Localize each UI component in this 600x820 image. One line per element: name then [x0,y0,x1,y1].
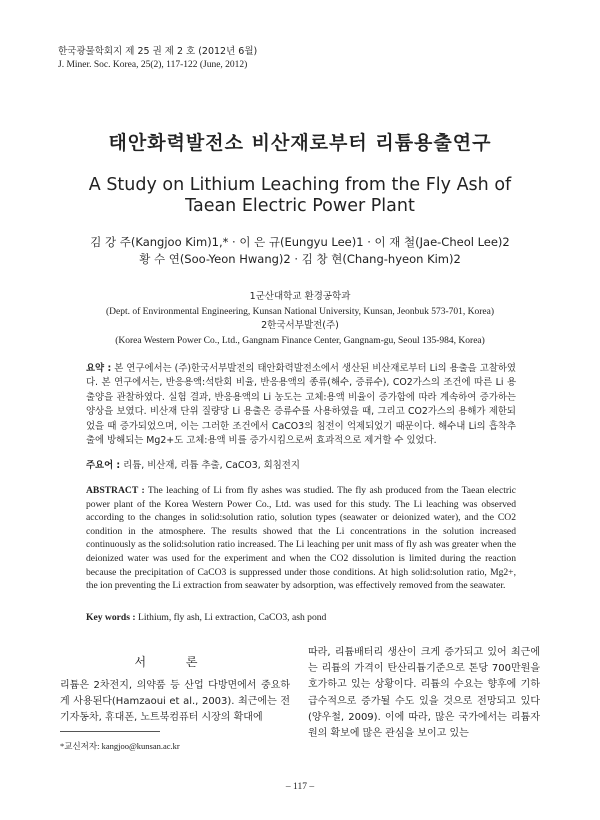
affiliation-1-english: (Dept. of Environmental Engineering, Kunsan National University, Kunsan, Jeonbuk 573-701, Korea) [105,306,494,317]
journal-korean-line: 한국광물학회지 제 25 권 제 2 호 (2012년 6월) [58,46,258,57]
column-right [308,645,540,742]
author-line2: 황 수 연(Soo-Yeon Hwang)2 · 김 창 현(Chang-hyeon Kim)2 [139,252,461,266]
affiliation-1-korean: 1군산대학교 환경공학과 [249,291,351,302]
keywords-english-text: Lithium, fly ash, Li extraction, CaCO3, ash pond [137,612,327,623]
keywords-korean-text: 리튬, 비산재, 리튬 추출, CaCO3, 회침전지 [123,460,300,471]
footnote-rule [60,731,160,732]
abstract-korean-label: 요약 : [86,363,112,374]
title-english-line1: A Study on Lithium Leaching from the Fly Ash of [88,175,512,195]
introduction-text-right: 따라, 리튬배터리 생산이 크게 증가되고 있어 최근에는 리튬의 가격이 탄산리튬기준으로 톤당 700만원을 호가하고 있는 상황이다. 리튬의 수요는 향후에 기하급수적으로 증가될 수도 있을 것으로 전망되고 있다(양우철, 2009). 이에 따라, 많은 국가에서는 리튬자원의 확보에 많은 관심을 보이고 있는 [308,647,540,740]
author-line1: 김 강 주(Kangjoo Kim)1,* · 이 은 규(Eungyu Lee)1 · 이 재 철(Jae-Cheol Lee)2 [90,235,510,249]
footnote-corresponding-author: *교신저자: kangjoo@kunsan.ac.kr [60,741,180,751]
introduction-text-left: 리튬은 2차전지, 의약품 등 산업 다방면에서 중요하게 사용된다(Hamzaoui et al., 2003). 최근에는 전기자동차, 휴대폰, 노트북컴퓨터 시장의 확대에 [60,680,290,724]
keywords-korean-label: 주요어 : [86,460,121,471]
keywords-english [86,612,516,623]
author-list [0,234,600,268]
title-english-line2: Taean Electric Power Plant [185,196,415,216]
abstract-korean [86,362,516,448]
title-english [0,175,600,217]
abstract-english-label: ABSTRACT : [86,485,145,496]
affiliation-2-korean: 2한국서부발전(주) [261,320,339,331]
abstract-english-text: The leaching of Li from fly ashes was studied. The fly ash produced from the Taean electric power plant of the Korea Western Power Co., Ltd. was used for this study. The Li leaching was observed according to the changes in solid:solution ratio, solution types (seawater or deionized water), and the CO2 condition in the atmosphere. The results showed that the Li concentrations in the solution increased continuously as the solid:solution ratio increased. The Li leaching per unit mass of fly ash was greater when the deionized water was used for the experiment and when the CO2 dissolution is limited during the reaction because the precipitation of CaCO3 is suppressed under those conditions. At high solid:solution ratio, Mg2+, the ion preventing the Li extraction from seawater by adsorption, was effectively removed from the seawater. [86,485,516,592]
abstract-english [86,484,516,593]
keywords-korean [86,457,516,471]
page-number: – 117 – [285,782,315,792]
journal-english-line: J. Miner. Soc. Korea, 25(2), 117-122 (June, 2012) [58,60,248,70]
affiliation-2-english: (Korea Western Power Co., Ltd., Gangnam Finance Center, Gangnam-gu, Seoul 135-984, Korea) [115,335,485,346]
affiliations [0,290,600,348]
column-left [60,653,290,727]
title-korean: 태안화력발전소 비산재로부터 리튬용출연구 [108,132,492,154]
section-heading-introduction: 서 론 [134,655,216,669]
keywords-english-label: Key words : [86,612,136,623]
abstract-korean-text: 본 연구에서는 (주)한국서부발전의 태안화력발전소에서 생산된 비산재로부터 Li의 용출을 고찰하였다. 본 연구에서는, 반응용액:석탄회 비율, 반응용액의 종류(해수, 증류수), CO2가스의 조건에 따른 Li 용출양을 관찰하였다. 실험 결과, 반응용액의 Li 농도는 고체:용액 비율이 증가함에 따라 계속하여 증가하는 양상을 보였다. 비산재 단위 질량당 Li 용출은 증류수를 사용하였을 때, 그리고 CO2가스의 용해가 제한되었을 때 증가되었으며, 이는 그러한 조건에서 CaCO3의 침전이 억제되었기 때문이다. 해수내 Li의 흡착추출에 방해되는 Mg2+도 고체:용액 비를 증가시킴으로써 효과적으로 제거할 수 있었다. [86,363,516,447]
